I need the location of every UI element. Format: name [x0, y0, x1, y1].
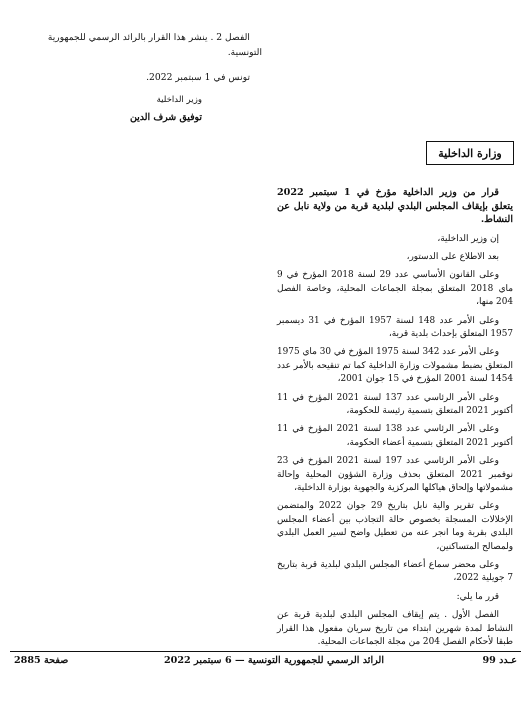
gazette-title-date: الرائد الرسمي للجمهورية التونسية — 6 سبتمبر 2022: [163, 655, 385, 666]
decree-date: تونس في 1 سبتمبر 2022.: [146, 72, 250, 83]
decree-paragraph: وعلى القانون الأساسي عدد 29 لسنة 2018 المؤرخ في 9 ماي 2018 المتعلق بمجلة الجماعات المحلية، وخاصة الفصل 204 منها،: [277, 270, 513, 308]
decree-paragraph: الفصل الأول . يتم إيقاف المجلس البلدي لبلدية قربة عن النشاط لمدة شهرين ابتداء من تاريخ سريان مفعول هذا القرار طبقا لأحكام الفصل 204 من مجلة الجماعات المحلية.: [277, 610, 513, 648]
decree-title: قرار من وزير الداخلية مؤرخ في 1 سبتمبر 2022 يتعلق بإيقاف المجلس البلدي لبلدية قربة من ولاية نابل عن النشاط.: [277, 187, 513, 225]
issue-number: عـدد 99: [482, 655, 517, 666]
decree-paragraph: إن وزير الداخلية،: [437, 233, 499, 244]
decree-paragraph: وعلى الأمر عدد 342 لسنة 1975 المؤرخ في 30 ماي 1975 المتعلق بضبط مشمولات وزارة الداخلية كما تم تنقيحه بالأمر عدد 1454 لسنة 2001 المؤرخ في 15 جوان 2001،: [277, 347, 513, 385]
decree-paragraph: وعلى الأمر الرئاسي عدد 197 لسنة 2021 المؤرخ في 23 نوفمبر 2021 المتعلق بحذف وزارة الشؤون المحلية وإحالة مشمولاتها وإلحاق هياكلها المركزية والجهوية بوزارة الداخلية،: [277, 456, 513, 493]
decree-body: [277, 186, 513, 654]
page-number: صفحة 2885: [14, 655, 69, 666]
signer-role: وزير الداخلية: [156, 95, 202, 105]
decree-paragraph: قرر ما يلي:: [456, 591, 499, 602]
ministry-header-box: [426, 141, 514, 165]
article-2-text: الفصل 2 . ينشر هذا القرار بالرائد الرسمي للجمهورية التونسية.: [47, 32, 262, 58]
decree-paragraph: بعد الاطلاع على الدستور،: [406, 251, 499, 262]
decree-paragraph: وعلى تقرير والية نابل بتاريخ 29 جوان 2022 والمتضمن الإخلالات المسجلة بخصوص حالة التجاذب بين أعضاء المجلس البلدي بقربة وما انجر عنه من تعطيل واضح لسير العمل البلدي ولمصالح المتساكنين،: [277, 501, 513, 552]
decree-paragraph: وعلى محضر سماع أعضاء المجلس البلدي لبلدية قربة بتاريخ 7 جويلية 2022،: [277, 560, 513, 584]
decree-paragraph: وعلى الأمر الرئاسي عدد 138 لسنة 2021 المؤرخ في 11 أكتوبر 2021 المتعلق بتسمية أعضاء الحكومة،: [277, 424, 513, 448]
ministry-header-label: وزارة الداخلية: [438, 146, 502, 160]
decree-paragraph: وعلى الأمر عدد 148 لسنة 1957 المؤرخ في 31 ديسمبر 1957 المتعلق بإحداث بلدية قربة،: [277, 315, 513, 339]
signer-name: توفيق شرف الدين: [130, 112, 202, 123]
previous-decree-ending: [14, 30, 262, 125]
page-footer: [14, 655, 517, 669]
decree-paragraph: وعلى الأمر الرئاسي عدد 137 لسنة 2021 المؤرخ في 11 أكتوبر 2021 المتعلق بتسمية رئيسة للحكومة،: [277, 392, 513, 416]
footer-divider: [10, 651, 521, 652]
